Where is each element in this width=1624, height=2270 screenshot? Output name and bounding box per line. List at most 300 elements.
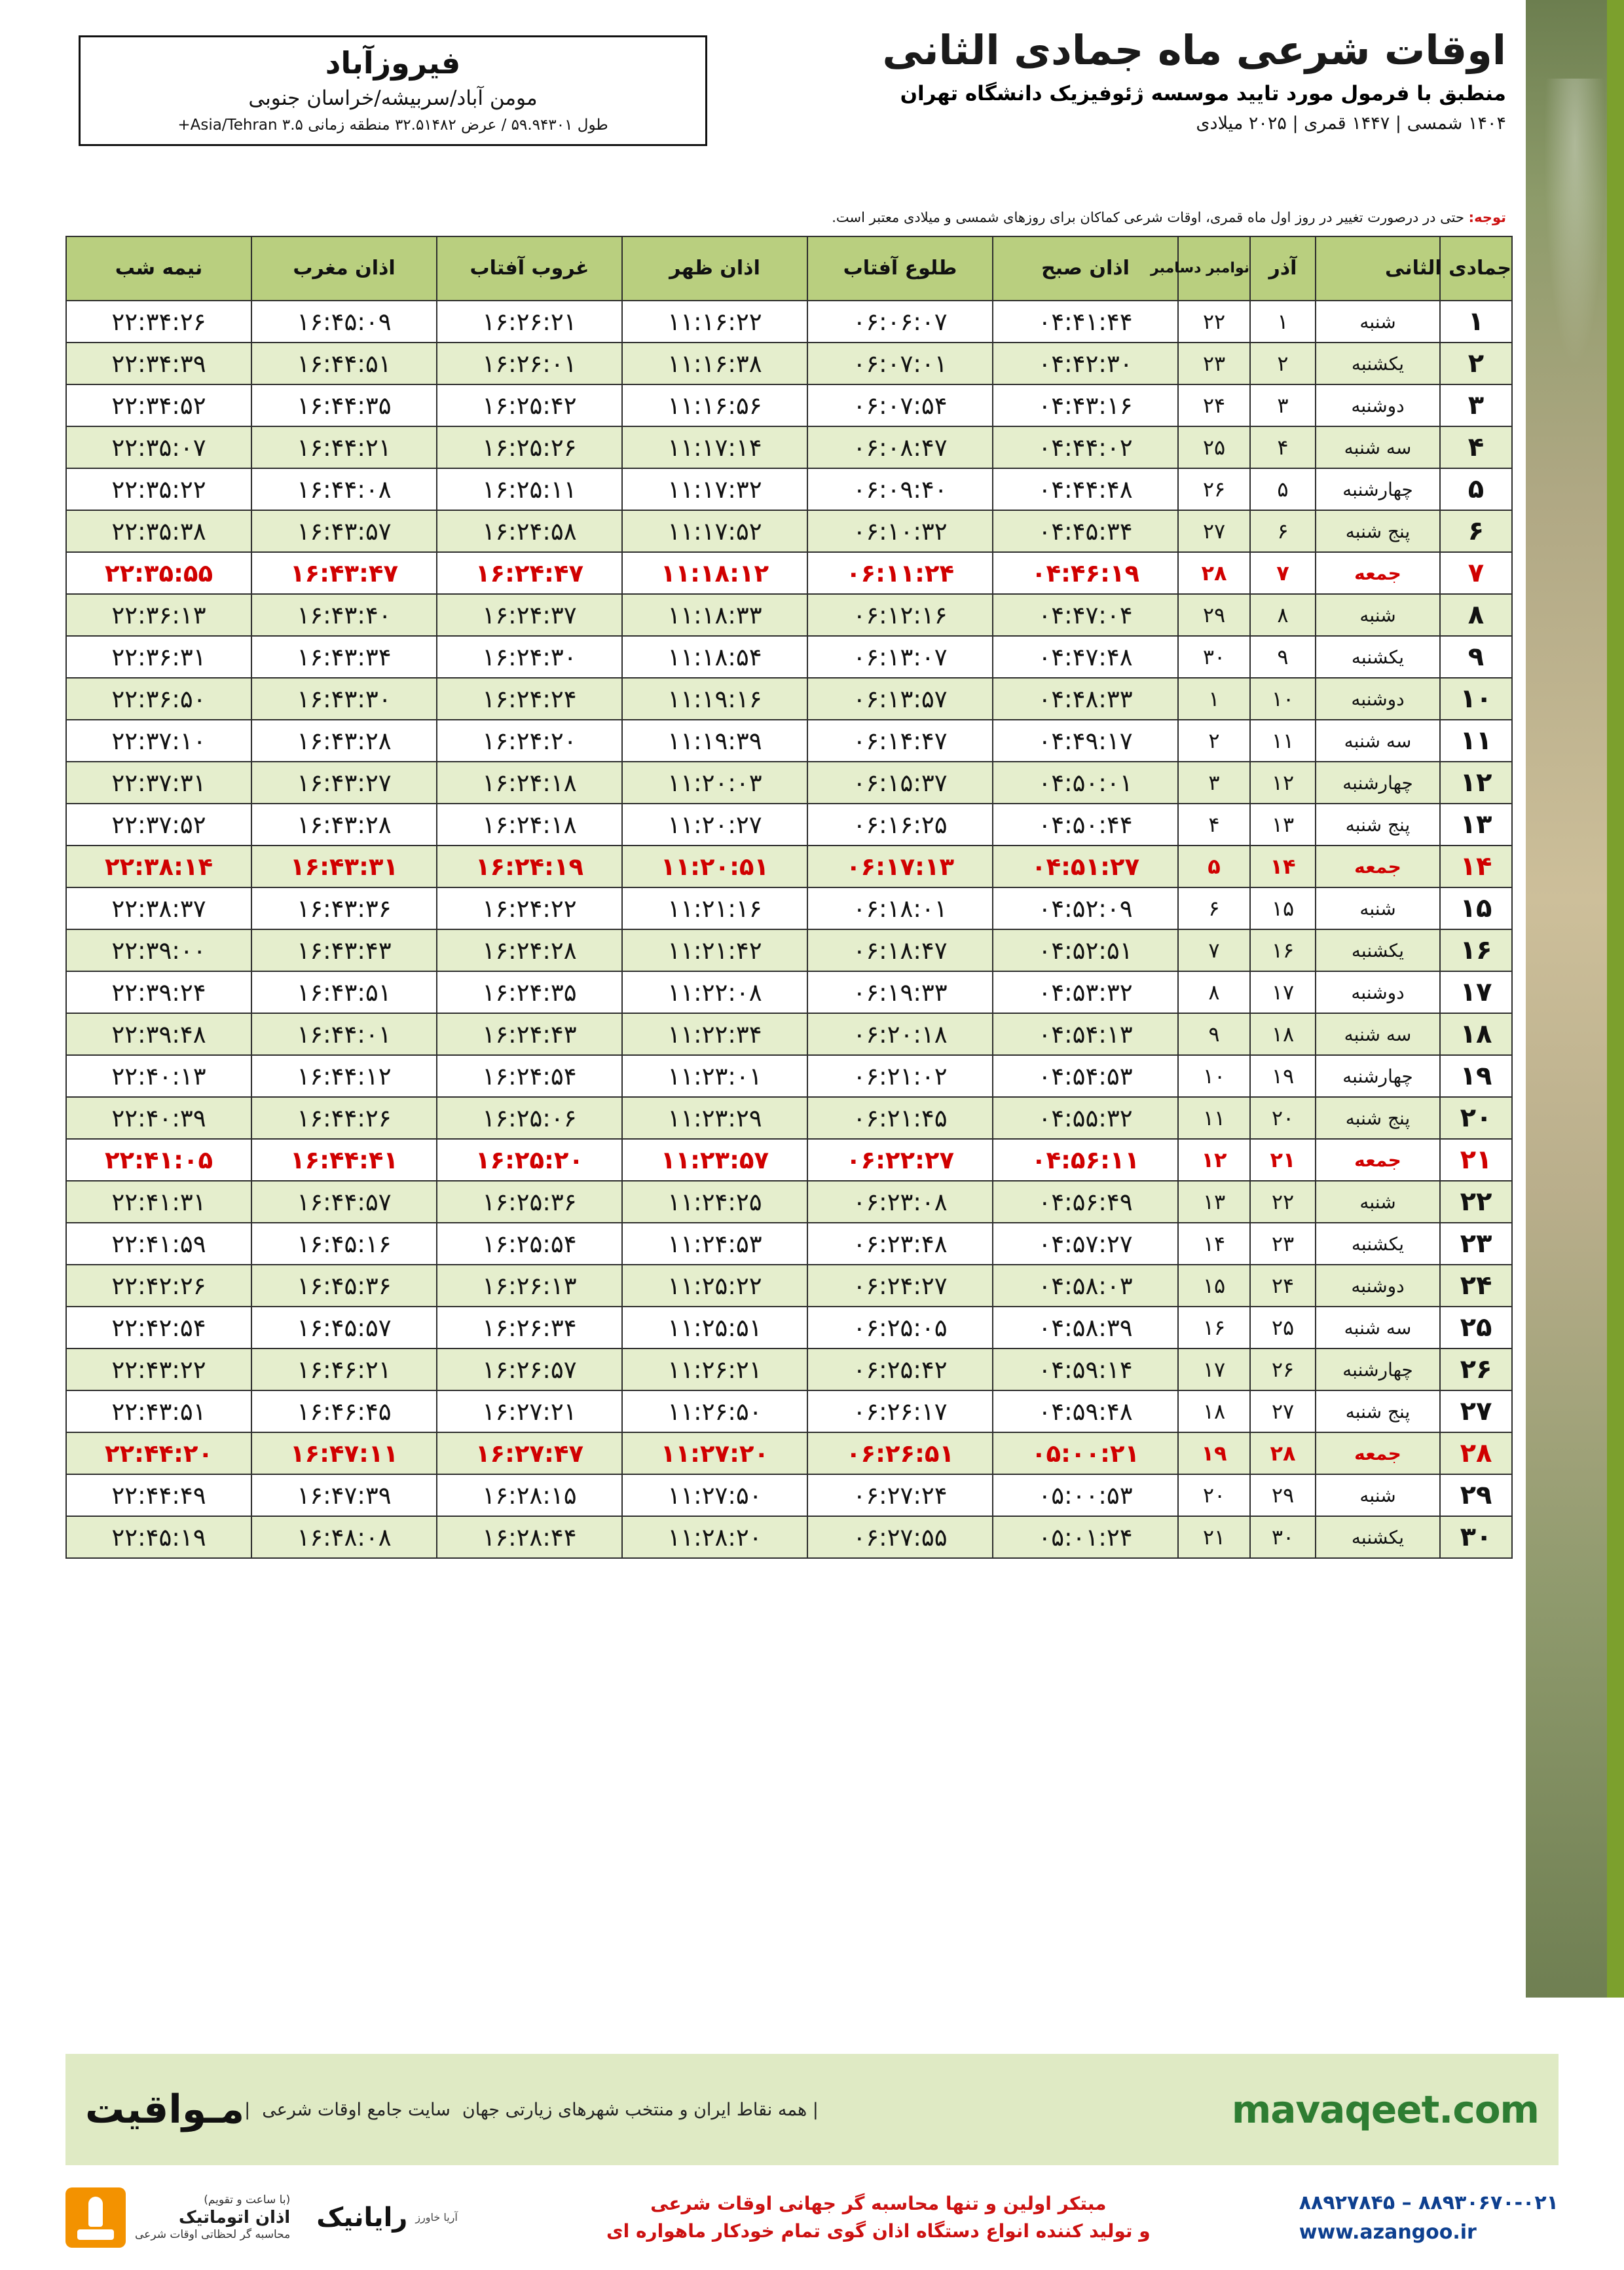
cell-midnight: ۲۲:۳۷:۵۲	[66, 804, 251, 846]
title-block	[883, 26, 1507, 134]
cell-fajr: ۰۴:۴۶:۱۹	[993, 552, 1178, 594]
prayer-times-table	[65, 236, 1513, 1559]
cell-dhuhr: ۱۱:۱۸:۳۳	[622, 594, 807, 636]
cell-midnight: ۲۲:۳۹:۲۴	[66, 971, 251, 1013]
table-row	[66, 426, 1512, 468]
cell-weekday: دوشنبه	[1316, 678, 1440, 720]
table-row	[66, 384, 1512, 426]
cell-hijri-day: ۲۴	[1440, 1265, 1512, 1307]
cell-sunrise: ۰۶:۱۸:۰۱	[807, 887, 993, 929]
cell-gregorian-day: ۲۱	[1178, 1516, 1250, 1558]
cell-hijri-day: ۱۴	[1440, 846, 1512, 887]
cell-weekday: چهارشنبه	[1316, 762, 1440, 804]
cell-sunset: ۱۶:۲۸:۱۵	[437, 1474, 622, 1516]
cell-sunrise: ۰۶:۲۱:۴۵	[807, 1097, 993, 1139]
decorative-green-edge	[1607, 0, 1624, 1998]
cell-sunrise: ۰۶:۲۱:۰۲	[807, 1055, 993, 1097]
cell-midnight: ۲۲:۳۸:۱۴	[66, 846, 251, 887]
cell-sunrise: ۰۶:۲۳:۰۸	[807, 1181, 993, 1223]
cell-weekday: پنج شنبه	[1316, 804, 1440, 846]
cell-sunset: ۱۶:۲۵:۲۰	[437, 1139, 622, 1181]
cell-maghrib: ۱۶:۴۵:۰۹	[251, 301, 437, 343]
cell-hijri-day: ۱۲	[1440, 762, 1512, 804]
cell-hijri-day: ۲۷	[1440, 1390, 1512, 1432]
cell-dhuhr: ۱۱:۲۰:۰۳	[622, 762, 807, 804]
cell-gregorian-day: ۱۶	[1178, 1307, 1250, 1349]
table-body	[66, 301, 1512, 1558]
cell-sunrise: ۰۶:۰۶:۰۷	[807, 301, 993, 343]
table-row	[66, 887, 1512, 929]
cell-fajr: ۰۴:۵۴:۱۳	[993, 1013, 1178, 1055]
cell-dhuhr: ۱۱:۲۳:۵۷	[622, 1139, 807, 1181]
table-row	[66, 846, 1512, 887]
cell-azar-day: ۲۸	[1250, 1432, 1316, 1474]
cell-dhuhr: ۱۱:۱۶:۳۸	[622, 343, 807, 384]
cell-dhuhr: ۱۱:۱۹:۳۹	[622, 720, 807, 762]
cell-sunset: ۱۶:۲۵:۱۱	[437, 468, 622, 510]
table-row	[66, 343, 1512, 384]
cell-weekday: یکشنبه	[1316, 1516, 1440, 1558]
cell-dhuhr: ۱۱:۲۴:۵۳	[622, 1223, 807, 1265]
cell-gregorian-day: ۱۲	[1178, 1139, 1250, 1181]
col-maghrib: اذان مغرب	[251, 236, 437, 301]
cell-dhuhr: ۱۱:۱۹:۱۶	[622, 678, 807, 720]
table-row	[66, 762, 1512, 804]
cell-fajr: ۰۴:۵۰:۴۴	[993, 804, 1178, 846]
tagline-line-1: مبتکر اولین و تنها محاسبه گر جهانی اوقات شرعی	[650, 2193, 1107, 2214]
col-hijri: جمادی الثانی	[1440, 236, 1512, 301]
cell-sunset: ۱۶:۲۷:۴۷	[437, 1432, 622, 1474]
table-row	[66, 1390, 1512, 1432]
cell-gregorian-day: ۶	[1178, 887, 1250, 929]
azangoo-small: (با ساعت و تقویم)	[204, 2193, 291, 2206]
cell-gregorian-day: ۲۸	[1178, 552, 1250, 594]
city-box	[79, 35, 707, 146]
cell-weekday: جمعه	[1316, 552, 1440, 594]
note-text: حتی در درصورت تغییر در روز اول ماه قمری، اوقات شرعی کماکان برای روزهای شمسی و میلادی معتبر است.	[832, 210, 1469, 225]
cell-sunrise: ۰۶:۱۴:۴۷	[807, 720, 993, 762]
cell-maghrib: ۱۶:۴۶:۴۵	[251, 1390, 437, 1432]
azangoo-logo	[65, 2187, 290, 2248]
cell-dhuhr: ۱۱:۲۶:۲۱	[622, 1349, 807, 1390]
cell-weekday: چهارشنبه	[1316, 1349, 1440, 1390]
cell-hijri-day: ۱۳	[1440, 804, 1512, 846]
cell-maghrib: ۱۶:۴۳:۴۳	[251, 929, 437, 971]
cell-weekday: پنج شنبه	[1316, 1097, 1440, 1139]
cell-azar-day: ۱۲	[1250, 762, 1316, 804]
cell-sunrise: ۰۶:۲۷:۲۴	[807, 1474, 993, 1516]
table-row	[66, 636, 1512, 678]
cell-sunset: ۱۶:۲۶:۰۱	[437, 343, 622, 384]
cell-sunset: ۱۶:۲۵:۲۶	[437, 426, 622, 468]
cell-gregorian-day: ۲۴	[1178, 384, 1250, 426]
cell-gregorian-day: ۱	[1178, 678, 1250, 720]
cell-maghrib: ۱۶:۴۴:۲۱	[251, 426, 437, 468]
cell-midnight: ۲۲:۴۵:۱۹	[66, 1516, 251, 1558]
cell-hijri-day: ۲۰	[1440, 1097, 1512, 1139]
cell-hijri-day: ۲۹	[1440, 1474, 1512, 1516]
cell-maghrib: ۱۶:۴۴:۱۲	[251, 1055, 437, 1097]
cell-weekday: یکشنبه	[1316, 343, 1440, 384]
footer-bottom	[65, 2172, 1559, 2263]
cell-maghrib: ۱۶:۴۳:۲۸	[251, 720, 437, 762]
table-row	[66, 1516, 1512, 1558]
cell-hijri-day: ۱۸	[1440, 1013, 1512, 1055]
cell-midnight: ۲۲:۳۵:۳۸	[66, 510, 251, 552]
table-row	[66, 552, 1512, 594]
city-name: فیروزآباد	[325, 45, 461, 81]
city-region: مومن آباد/سربیشه/خراسان جنوبی	[248, 86, 538, 110]
cell-fajr: ۰۴:۴۳:۱۶	[993, 384, 1178, 426]
cell-fajr: ۰۴:۵۶:۱۱	[993, 1139, 1178, 1181]
cell-hijri-day: ۱	[1440, 301, 1512, 343]
cell-midnight: ۲۲:۳۵:۰۷	[66, 426, 251, 468]
cell-weekday: دوشنبه	[1316, 384, 1440, 426]
azangoo-text	[135, 2193, 290, 2242]
note-line	[79, 210, 1506, 225]
cell-gregorian-day: ۱۵	[1178, 1265, 1250, 1307]
cell-sunset: ۱۶:۲۴:۲۰	[437, 720, 622, 762]
cell-azar-day: ۳	[1250, 384, 1316, 426]
cell-hijri-day: ۲	[1440, 343, 1512, 384]
cell-sunset: ۱۶:۲۵:۵۴	[437, 1223, 622, 1265]
cell-gregorian-day: ۱۰	[1178, 1055, 1250, 1097]
table-row	[66, 1055, 1512, 1097]
cell-sunset: ۱۶:۲۴:۱۹	[437, 846, 622, 887]
cell-gregorian-day: ۲۳	[1178, 343, 1250, 384]
cell-midnight: ۲۲:۴۳:۵۱	[66, 1390, 251, 1432]
cell-azar-day: ۱۷	[1250, 971, 1316, 1013]
cell-gregorian-day: ۲۰	[1178, 1474, 1250, 1516]
cell-maghrib: ۱۶:۴۷:۱۱	[251, 1432, 437, 1474]
cell-fajr: ۰۴:۵۷:۲۷	[993, 1223, 1178, 1265]
table-head	[66, 236, 1512, 301]
cell-fajr: ۰۴:۴۲:۳۰	[993, 343, 1178, 384]
cell-weekday: دوشنبه	[1316, 971, 1440, 1013]
cell-sunset: ۱۶:۲۴:۳۵	[437, 971, 622, 1013]
cell-sunset: ۱۶:۲۸:۴۴	[437, 1516, 622, 1558]
cell-fajr: ۰۴:۴۴:۴۸	[993, 468, 1178, 510]
cell-maghrib: ۱۶:۴۴:۰۸	[251, 468, 437, 510]
cell-azar-day: ۱	[1250, 301, 1316, 343]
cell-maghrib: ۱۶:۴۳:۴۷	[251, 552, 437, 594]
table-row	[66, 301, 1512, 343]
cell-hijri-day: ۸	[1440, 594, 1512, 636]
cell-weekday: سه شنبه	[1316, 1013, 1440, 1055]
cell-maghrib: ۱۶:۴۵:۱۶	[251, 1223, 437, 1265]
cell-sunset: ۱۶:۲۶:۱۳	[437, 1265, 622, 1307]
cell-azar-day: ۲۱	[1250, 1139, 1316, 1181]
cell-sunrise: ۰۶:۲۳:۴۸	[807, 1223, 993, 1265]
cell-gregorian-day: ۳	[1178, 762, 1250, 804]
cell-hijri-day: ۵	[1440, 468, 1512, 510]
cell-hijri-day: ۲۶	[1440, 1349, 1512, 1390]
cell-maghrib: ۱۶:۴۳:۵۷	[251, 510, 437, 552]
cell-fajr: ۰۴:۵۰:۰۱	[993, 762, 1178, 804]
table-row	[66, 1474, 1512, 1516]
cell-sunrise: ۰۶:۱۶:۲۵	[807, 804, 993, 846]
cell-sunset: ۱۶:۲۴:۵۸	[437, 510, 622, 552]
cell-weekday: شنبه	[1316, 1181, 1440, 1223]
cell-maghrib: ۱۶:۴۳:۲۸	[251, 804, 437, 846]
cell-maghrib: ۱۶:۴۳:۲۷	[251, 762, 437, 804]
cell-midnight: ۲۲:۴۴:۲۰	[66, 1432, 251, 1474]
cell-azar-day: ۱۳	[1250, 804, 1316, 846]
cell-azar-day: ۹	[1250, 636, 1316, 678]
cell-dhuhr: ۱۱:۲۱:۴۲	[622, 929, 807, 971]
cell-sunset: ۱۶:۲۴:۲۴	[437, 678, 622, 720]
cell-azar-day: ۲۳	[1250, 1223, 1316, 1265]
cell-midnight: ۲۲:۳۴:۲۶	[66, 301, 251, 343]
cell-sunset: ۱۶:۲۶:۳۴	[437, 1307, 622, 1349]
cell-hijri-day: ۲۱	[1440, 1139, 1512, 1181]
cell-maghrib: ۱۶:۴۳:۳۴	[251, 636, 437, 678]
calendar-years: ۱۴۰۴ شمسی | ۱۴۴۷ قمری | ۲۰۲۵ میلادی	[1196, 113, 1506, 134]
cell-weekday: یکشنبه	[1316, 929, 1440, 971]
cell-midnight: ۲۲:۴۱:۰۵	[66, 1139, 251, 1181]
cell-dhuhr: ۱۱:۱۷:۳۲	[622, 468, 807, 510]
cell-midnight: ۲۲:۳۶:۱۳	[66, 594, 251, 636]
cell-sunset: ۱۶:۲۴:۲۲	[437, 887, 622, 929]
cell-midnight: ۲۲:۳۵:۲۲	[66, 468, 251, 510]
cell-maghrib: ۱۶:۴۶:۲۱	[251, 1349, 437, 1390]
footer	[0, 2054, 1624, 2270]
cell-gregorian-day: ۴	[1178, 804, 1250, 846]
cell-sunset: ۱۶:۲۴:۵۴	[437, 1055, 622, 1097]
mavaqeet-desc2: | همه نقاط ایران و منتخب شهرهای زیارتی جهان	[462, 2099, 819, 2120]
cell-sunrise: ۰۶:۰۷:۵۴	[807, 384, 993, 426]
cell-azar-day: ۲۶	[1250, 1349, 1316, 1390]
note-label: توجه:	[1468, 210, 1506, 225]
cell-dhuhr: ۱۱:۲۱:۱۶	[622, 887, 807, 929]
cell-weekday: شنبه	[1316, 1474, 1440, 1516]
col-dhuhr: اذان ظهر	[622, 236, 807, 301]
cell-sunrise: ۰۶:۱۳:۰۷	[807, 636, 993, 678]
cell-maghrib: ۱۶:۴۵:۵۷	[251, 1307, 437, 1349]
col-midnight: نیمه شب	[66, 236, 251, 301]
cell-hijri-day: ۱۵	[1440, 887, 1512, 929]
cell-azar-day: ۲۵	[1250, 1307, 1316, 1349]
table-row	[66, 1349, 1512, 1390]
mavaqeet-brand: مـواقیت	[85, 2087, 245, 2132]
cell-midnight: ۲۲:۳۵:۵۵	[66, 552, 251, 594]
cell-sunset: ۱۶:۲۵:۳۶	[437, 1181, 622, 1223]
footer-banner	[65, 2054, 1559, 2165]
cell-hijri-day: ۲۳	[1440, 1223, 1512, 1265]
cell-dhuhr: ۱۱:۲۸:۲۰	[622, 1516, 807, 1558]
cell-hijri-day: ۱۶	[1440, 929, 1512, 971]
cell-weekday: دوشنبه	[1316, 1265, 1440, 1307]
cell-weekday: جمعه	[1316, 1139, 1440, 1181]
cell-weekday: سه شنبه	[1316, 426, 1440, 468]
cell-sunrise: ۰۶:۱۵:۳۷	[807, 762, 993, 804]
cell-midnight: ۲۲:۳۴:۳۹	[66, 343, 251, 384]
cell-sunset: ۱۶:۲۵:۴۲	[437, 384, 622, 426]
cell-gregorian-day: ۲۲	[1178, 301, 1250, 343]
cell-azar-day: ۱۵	[1250, 887, 1316, 929]
cell-fajr: ۰۴:۴۷:۴۸	[993, 636, 1178, 678]
cell-maghrib: ۱۶:۴۴:۵۱	[251, 343, 437, 384]
cell-sunset: ۱۶:۲۴:۲۸	[437, 929, 622, 971]
header	[79, 26, 1506, 196]
cell-maghrib: ۱۶:۴۴:۵۷	[251, 1181, 437, 1223]
cell-gregorian-day: ۳۰	[1178, 636, 1250, 678]
cell-dhuhr: ۱۱:۱۶:۲۲	[622, 301, 807, 343]
cell-azar-day: ۱۰	[1250, 678, 1316, 720]
table-row	[66, 1139, 1512, 1181]
cell-gregorian-day: ۱۳	[1178, 1181, 1250, 1223]
cell-dhuhr: ۱۱:۲۵:۲۲	[622, 1265, 807, 1307]
table-row	[66, 1432, 1512, 1474]
azangoo-sub: محاسبه گر لحظاتی اوقات شرعی	[135, 2228, 291, 2242]
cell-sunset: ۱۶:۲۴:۳۷	[437, 594, 622, 636]
cell-azar-day: ۱۸	[1250, 1013, 1316, 1055]
col-sunset: غروب آفتاب	[437, 236, 622, 301]
rayaneek-logo	[316, 2203, 458, 2233]
cell-fajr: ۰۴:۵۶:۴۹	[993, 1181, 1178, 1223]
cell-hijri-day: ۲۵	[1440, 1307, 1512, 1349]
cell-azar-day: ۶	[1250, 510, 1316, 552]
table-row	[66, 1307, 1512, 1349]
table-row	[66, 468, 1512, 510]
cell-weekday: پنج شنبه	[1316, 510, 1440, 552]
cell-azar-day: ۸	[1250, 594, 1316, 636]
cell-hijri-day: ۹	[1440, 636, 1512, 678]
cell-maghrib: ۱۶:۴۸:۰۸	[251, 1516, 437, 1558]
website-url[interactable]: www.azangoo.ir	[1299, 2221, 1477, 2244]
cell-sunrise: ۰۶:۱۰:۳۲	[807, 510, 993, 552]
cell-gregorian-day: ۱۷	[1178, 1349, 1250, 1390]
mavaqeet-domain[interactable]: mavaqeet.com	[1231, 2087, 1539, 2132]
table-row	[66, 720, 1512, 762]
cell-hijri-day: ۲۲	[1440, 1181, 1512, 1223]
tagline-block	[606, 2190, 1151, 2245]
cell-fajr: ۰۵:۰۰:۲۱	[993, 1432, 1178, 1474]
table-row	[66, 1013, 1512, 1055]
cell-sunset: ۱۶:۲۵:۰۶	[437, 1097, 622, 1139]
cell-weekday: چهارشنبه	[1316, 468, 1440, 510]
cell-weekday: سه شنبه	[1316, 720, 1440, 762]
cell-maghrib: ۱۶:۴۳:۳۱	[251, 846, 437, 887]
cell-sunrise: ۰۶:۱۹:۳۳	[807, 971, 993, 1013]
table-row	[66, 971, 1512, 1013]
table-row	[66, 929, 1512, 971]
table-row	[66, 678, 1512, 720]
cell-sunrise: ۰۶:۰۹:۴۰	[807, 468, 993, 510]
cell-dhuhr: ۱۱:۲۷:۵۰	[622, 1474, 807, 1516]
cell-sunset: ۱۶:۲۴:۴۷	[437, 552, 622, 594]
cell-gregorian-day: ۲۷	[1178, 510, 1250, 552]
cell-hijri-day: ۳	[1440, 384, 1512, 426]
cell-maghrib: ۱۶:۴۴:۰۱	[251, 1013, 437, 1055]
cell-maghrib: ۱۶:۴۵:۳۶	[251, 1265, 437, 1307]
cell-fajr: ۰۴:۴۸:۳۳	[993, 678, 1178, 720]
cell-azar-day: ۴	[1250, 426, 1316, 468]
cell-fajr: ۰۴:۵۸:۳۹	[993, 1307, 1178, 1349]
cell-fajr: ۰۵:۰۰:۵۳	[993, 1474, 1178, 1516]
cell-midnight: ۲۲:۴۱:۳۱	[66, 1181, 251, 1223]
table-row	[66, 1097, 1512, 1139]
cell-dhuhr: ۱۱:۱۸:۵۴	[622, 636, 807, 678]
cell-gregorian-day: ۲۵	[1178, 426, 1250, 468]
cell-weekday: شنبه	[1316, 594, 1440, 636]
azangoo-title: اذان اتوماتیک	[178, 2207, 291, 2227]
cell-dhuhr: ۱۱:۲۲:۰۸	[622, 971, 807, 1013]
cell-fajr: ۰۴:۴۷:۰۴	[993, 594, 1178, 636]
cell-weekday: جمعه	[1316, 846, 1440, 887]
cell-sunrise: ۰۶:۱۲:۱۶	[807, 594, 993, 636]
prayer-times-table-wrap	[65, 236, 1513, 1559]
cell-midnight: ۲۲:۴۰:۳۹	[66, 1097, 251, 1139]
cell-midnight: ۲۲:۳۴:۵۲	[66, 384, 251, 426]
cell-maghrib: ۱۶:۴۳:۵۱	[251, 971, 437, 1013]
cell-midnight: ۲۲:۳۷:۱۰	[66, 720, 251, 762]
page-subtitle: منطبق با فرمول مورد تایید موسسه ژئوفیزیک دانشگاه تهران	[900, 82, 1506, 105]
col-sunrise: طلوع آفتاب	[807, 236, 993, 301]
cell-dhuhr: ۱۱:۱۶:۵۶	[622, 384, 807, 426]
cell-maghrib: ۱۶:۴۳:۳۰	[251, 678, 437, 720]
cell-sunrise: ۰۶:۲۴:۲۷	[807, 1265, 993, 1307]
cell-sunset: ۱۶:۲۴:۴۳	[437, 1013, 622, 1055]
cell-azar-day: ۲۴	[1250, 1265, 1316, 1307]
cell-azar-day: ۱۴	[1250, 846, 1316, 887]
cell-azar-day: ۱۱	[1250, 720, 1316, 762]
cell-dhuhr: ۱۱:۲۲:۳۴	[622, 1013, 807, 1055]
cell-dhuhr: ۱۱:۲۶:۵۰	[622, 1390, 807, 1432]
col-fajr: اذان صبح	[993, 236, 1178, 301]
cell-gregorian-day: ۹	[1178, 1013, 1250, 1055]
cell-dhuhr: ۱۱:۲۳:۰۱	[622, 1055, 807, 1097]
cell-maghrib: ۱۶:۴۴:۲۶	[251, 1097, 437, 1139]
cell-azar-day: ۲۷	[1250, 1390, 1316, 1432]
cell-dhuhr: ۱۱:۲۰:۵۱	[622, 846, 807, 887]
cell-sunrise: ۰۶:۲۵:۰۵	[807, 1307, 993, 1349]
mavaqeet-desc: سایت جامع اوقات شرعی	[262, 2099, 451, 2120]
cell-fajr: ۰۴:۵۸:۰۳	[993, 1265, 1178, 1307]
cell-gregorian-day: ۱۱	[1178, 1097, 1250, 1139]
cell-gregorian-day: ۱۹	[1178, 1432, 1250, 1474]
cell-hijri-day: ۷	[1440, 552, 1512, 594]
cell-sunset: ۱۶:۲۴:۱۸	[437, 804, 622, 846]
cell-midnight: ۲۲:۴۲:۲۶	[66, 1265, 251, 1307]
cell-fajr: ۰۴:۵۹:۱۴	[993, 1349, 1178, 1390]
cell-dhuhr: ۱۱:۲۳:۲۹	[622, 1097, 807, 1139]
cell-dhuhr: ۱۱:۱۷:۵۲	[622, 510, 807, 552]
cell-midnight: ۲۲:۳۶:۳۱	[66, 636, 251, 678]
cell-gregorian-day: ۲۶	[1178, 468, 1250, 510]
cell-midnight: ۲۲:۴۰:۱۳	[66, 1055, 251, 1097]
cell-sunrise: ۰۶:۲۶:۱۷	[807, 1390, 993, 1432]
cell-hijri-day: ۱۱	[1440, 720, 1512, 762]
cell-sunrise: ۰۶:۱۱:۲۴	[807, 552, 993, 594]
cell-hijri-day: ۱۹	[1440, 1055, 1512, 1097]
cell-sunset: ۱۶:۲۴:۳۰	[437, 636, 622, 678]
cell-midnight: ۲۲:۴۲:۵۴	[66, 1307, 251, 1349]
cell-gregorian-day: ۲	[1178, 720, 1250, 762]
cell-maghrib: ۱۶:۴۳:۳۶	[251, 887, 437, 929]
cell-fajr: ۰۴:۵۹:۴۸	[993, 1390, 1178, 1432]
cell-maghrib: ۱۶:۴۴:۴۱	[251, 1139, 437, 1181]
cell-azar-day: ۵	[1250, 468, 1316, 510]
cell-fajr: ۰۴:۵۵:۳۲	[993, 1097, 1178, 1139]
tagline-line-2: و تولید کننده انواع دستگاه اذان گوی تمام خودکار ماهواره ای	[606, 2220, 1151, 2242]
cell-hijri-day: ۱۰	[1440, 678, 1512, 720]
cell-weekday: شنبه	[1316, 301, 1440, 343]
cell-hijri-day: ۶	[1440, 510, 1512, 552]
cell-azar-day: ۳۰	[1250, 1516, 1316, 1558]
cell-fajr: ۰۴:۴۹:۱۷	[993, 720, 1178, 762]
cell-weekday: جمعه	[1316, 1432, 1440, 1474]
